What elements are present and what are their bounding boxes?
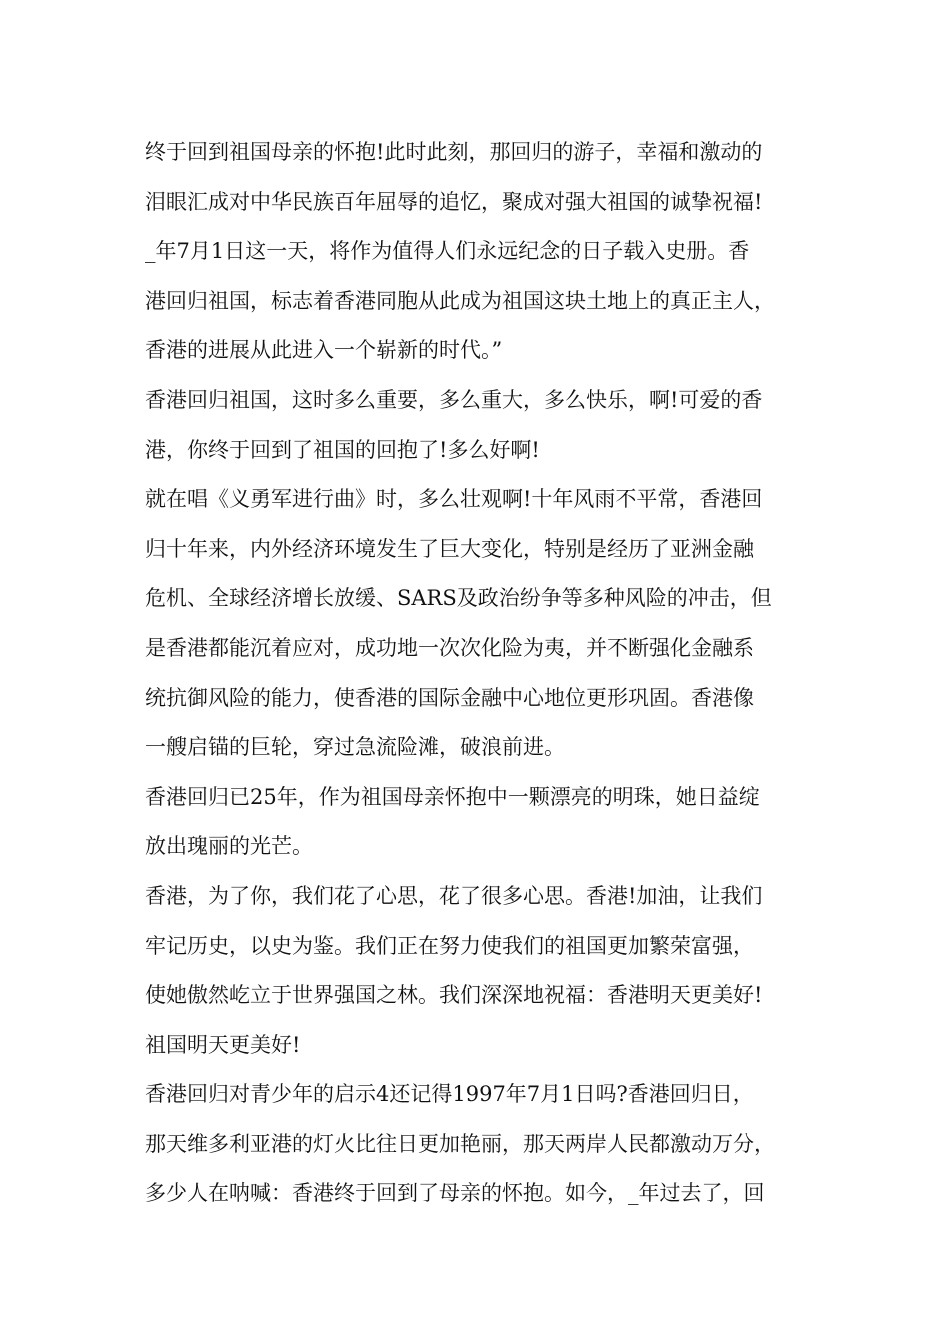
text-line: 是香港都能沉着应对，成功地一次次化险为夷，并不断强化金融系 — [145, 635, 754, 660]
text-line: 香港，为了你，我们花了心思，花了很多心思。香港!加油，让我们 — [145, 883, 763, 908]
text-line: 泪眼汇成对中华民族百年屈辱的追忆，聚成对强大祖国的诚挚祝福! — [145, 189, 763, 214]
text-line: _年7月1日这一天，将作为值得人们永远纪念的日子载入史册。香 — [145, 239, 750, 264]
text-line: 一艘启锚的巨轮，穿过急流险滩，破浪前进。 — [145, 735, 565, 760]
text-line: 危机、全球经济增长放缓、SARS及政治纷争等多种风险的冲击，但 — [145, 586, 772, 611]
text-line: 香港回归对青少年的启示4还记得1997年7月1日吗?香港回归日， — [145, 1082, 754, 1107]
text-line: 使她傲然屹立于世界强国之林。我们深深地祝福：香港明天更美好! — [145, 983, 763, 1008]
text-line: 就在唱《义勇军进行曲》时，多么壮观啊!十年风雨不平常，香港回 — [145, 487, 763, 512]
text-line: 港，你终于回到了祖国的回抱了!多么好啊! — [145, 437, 540, 462]
text-line: 那天维多利亚港的灯火比往日更加艳丽，那天两岸人民都激动万分， — [145, 1131, 775, 1156]
text-line: 放出瑰丽的光芒。 — [145, 834, 313, 859]
text-line: 统抗御风险的能力，使香港的国际金融中心地位更形巩固。香港像 — [145, 685, 754, 710]
text-line: 香港的进展从此进入一个崭新的时代。” — [145, 338, 503, 363]
text-line: 香港回归祖国，这时多么重要，多么重大，多么快乐，啊!可爱的香 — [145, 387, 763, 412]
text-line: 香港回归已25年，作为祖国母亲怀抱中一颗漂亮的明珠，她日益绽 — [145, 784, 760, 809]
text-line: 多少人在呐喊：香港终于回到了母亲的怀抱。如今，_年过去了，回 — [145, 1181, 765, 1206]
document-body — [145, 132, 835, 1223]
text-line: 祖国明天更美好! — [145, 1032, 301, 1057]
text-line: 牢记历史，以史为鉴。我们正在努力使我们的祖国更加繁荣富强， — [145, 933, 754, 958]
text-line: 归十年来，内外经济环境发生了巨大变化，特别是经历了亚洲金融 — [145, 536, 754, 561]
text-line: 港回归祖国，标志着香港同胞从此成为祖国这块土地上的真正主人， — [145, 288, 775, 313]
text-line: 终于回到祖国母亲的怀抱!此时此刻，那回归的游子，幸福和激动的 — [145, 140, 763, 164]
